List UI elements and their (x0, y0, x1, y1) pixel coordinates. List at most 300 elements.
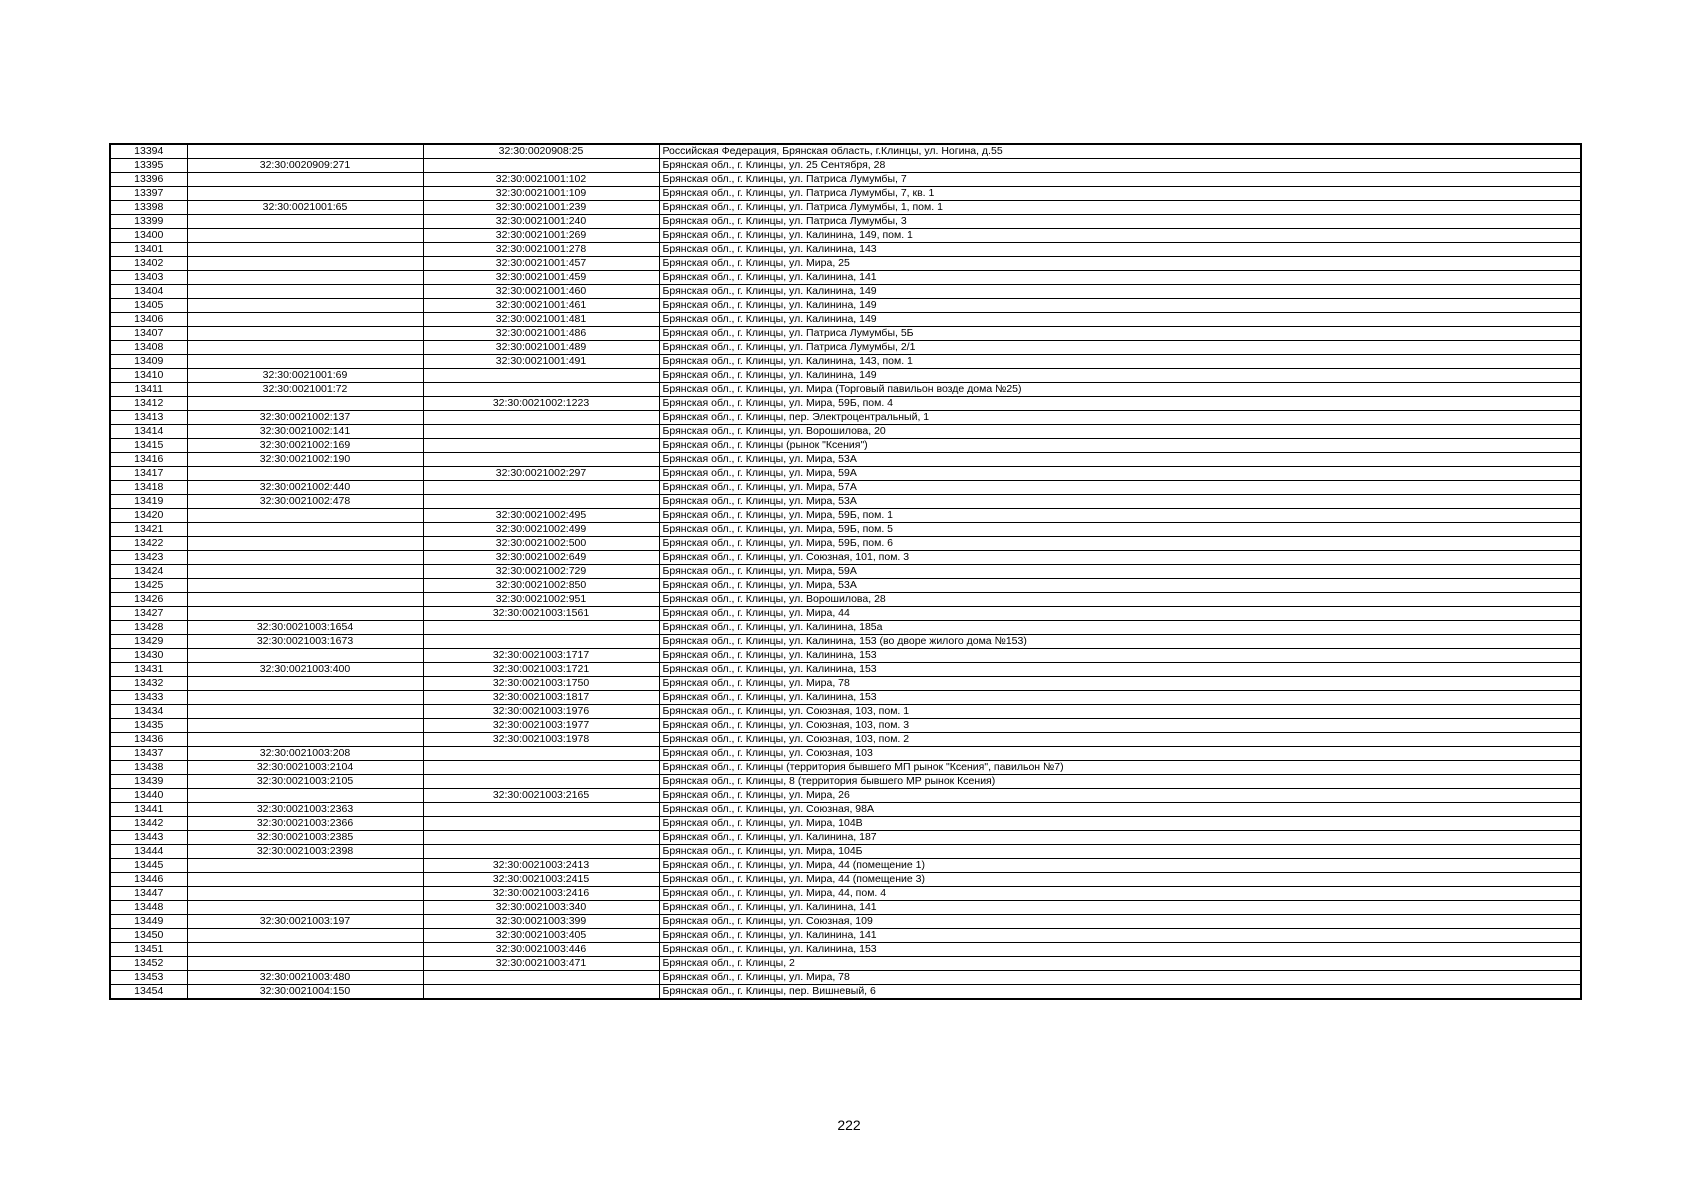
row-number-cell: 13447 (110, 887, 187, 901)
address-cell: Брянская обл., г. Клинцы, 2 (659, 957, 1581, 971)
table-row (110, 453, 1581, 467)
row-number-cell: 13423 (110, 551, 187, 565)
row-number-cell: 13444 (110, 845, 187, 859)
row-number-cell: 13453 (110, 971, 187, 985)
parcel-cadastral-number-cell (187, 397, 423, 411)
address-cell: Брянская обл., г. Клинцы, ул. Мира, 59Б, пом. 4 (659, 397, 1581, 411)
row-number-cell: 13402 (110, 257, 187, 271)
building-cadastral-number-cell: 32:30:0021001:489 (423, 341, 659, 355)
row-number-cell: 13410 (110, 369, 187, 383)
address-cell: Брянская обл., г. Клинцы, ул. Союзная, 103, пом. 2 (659, 733, 1581, 747)
address-cell: Брянская обл., г. Клинцы, ул. Мира, 104Б (659, 845, 1581, 859)
address-cell: Брянская обл., г. Клинцы, ул. Мира, 44, пом. 4 (659, 887, 1581, 901)
address-cell: Брянская обл., г. Клинцы, ул. Союзная, 103 (659, 747, 1581, 761)
row-number-cell: 13411 (110, 383, 187, 397)
parcel-cadastral-number-cell (187, 509, 423, 523)
building-cadastral-number-cell: 32:30:0021002:729 (423, 565, 659, 579)
building-cadastral-number-cell (423, 775, 659, 789)
row-number-cell: 13452 (110, 957, 187, 971)
parcel-cadastral-number-cell: 32:30:0021001:65 (187, 201, 423, 215)
parcel-cadastral-number-cell (187, 677, 423, 691)
row-number-cell: 13394 (110, 144, 187, 159)
row-number-cell: 13441 (110, 803, 187, 817)
address-cell: Брянская обл., г. Клинцы, ул. Патриса Лумумбы, 7 (659, 173, 1581, 187)
table-row (110, 229, 1581, 243)
address-cell: Брянская обл., г. Клинцы, ул. Мира, 25 (659, 257, 1581, 271)
parcel-cadastral-number-cell: 32:30:0021003:1654 (187, 621, 423, 635)
row-number-cell: 13400 (110, 229, 187, 243)
table-row (110, 243, 1581, 257)
row-number-cell: 13431 (110, 663, 187, 677)
address-cell: Брянская обл., г. Клинцы, ул. Мира, 53А (659, 453, 1581, 467)
table-row (110, 775, 1581, 789)
building-cadastral-number-cell: 32:30:0021001:461 (423, 299, 659, 313)
parcel-cadastral-number-cell (187, 537, 423, 551)
row-number-cell: 13435 (110, 719, 187, 733)
building-cadastral-number-cell (423, 817, 659, 831)
building-cadastral-number-cell: 32:30:0021003:1977 (423, 719, 659, 733)
parcel-cadastral-number-cell (187, 299, 423, 313)
row-number-cell: 13430 (110, 649, 187, 663)
row-number-cell: 13454 (110, 985, 187, 1000)
row-number-cell: 13436 (110, 733, 187, 747)
row-number-cell: 13403 (110, 271, 187, 285)
building-cadastral-number-cell (423, 621, 659, 635)
address-cell: Брянская обл., г. Клинцы, ул. Союзная, 103, пом. 1 (659, 705, 1581, 719)
building-cadastral-number-cell: 32:30:0021002:500 (423, 537, 659, 551)
address-cell: Брянская обл., г. Клинцы, ул. Калинина, 153 (659, 691, 1581, 705)
table-row (110, 691, 1581, 705)
row-number-cell: 13448 (110, 901, 187, 915)
row-number-cell: 13432 (110, 677, 187, 691)
address-cell: Брянская обл., г. Клинцы, ул. Союзная, 98А (659, 803, 1581, 817)
row-number-cell: 13414 (110, 425, 187, 439)
building-cadastral-number-cell: 32:30:0021003:405 (423, 929, 659, 943)
address-cell: Брянская обл., г. Клинцы, ул. Ворошилова, 28 (659, 593, 1581, 607)
address-cell: Брянская обл., г. Клинцы, ул. Мира, 44 (659, 607, 1581, 621)
parcel-cadastral-number-cell (187, 691, 423, 705)
row-number-cell: 13406 (110, 313, 187, 327)
building-cadastral-number-cell: 32:30:0021002:1223 (423, 397, 659, 411)
parcel-cadastral-number-cell: 32:30:0021002:141 (187, 425, 423, 439)
row-number-cell: 13439 (110, 775, 187, 789)
table-row (110, 761, 1581, 775)
building-cadastral-number-cell (423, 761, 659, 775)
row-number-cell: 13398 (110, 201, 187, 215)
building-cadastral-number-cell: 32:30:0021003:2413 (423, 859, 659, 873)
parcel-cadastral-number-cell: 32:30:0021002:478 (187, 495, 423, 509)
parcel-cadastral-number-cell (187, 355, 423, 369)
address-cell: Брянская обл., г. Клинцы, ул. Союзная, 101, пом. 3 (659, 551, 1581, 565)
building-cadastral-number-cell: 32:30:0021003:471 (423, 957, 659, 971)
row-number-cell: 13415 (110, 439, 187, 453)
building-cadastral-number-cell: 32:30:0021002:850 (423, 579, 659, 593)
row-number-cell: 13405 (110, 299, 187, 313)
registry-table-body (110, 144, 1581, 999)
row-number-cell: 13429 (110, 635, 187, 649)
table-row (110, 537, 1581, 551)
row-number-cell: 13451 (110, 943, 187, 957)
row-number-cell: 13407 (110, 327, 187, 341)
parcel-cadastral-number-cell (187, 887, 423, 901)
address-cell: Брянская обл., г. Клинцы, ул. Мира (Торговый павильон возде дома №25) (659, 383, 1581, 397)
address-cell: Брянская обл., г. Клинцы (территория бывшего МП рынок "Ксения", павильон №7) (659, 761, 1581, 775)
parcel-cadastral-number-cell: 32:30:0021003:2385 (187, 831, 423, 845)
building-cadastral-number-cell: 32:30:0021001:269 (423, 229, 659, 243)
table-row (110, 887, 1581, 901)
parcel-cadastral-number-cell (187, 649, 423, 663)
building-cadastral-number-cell (423, 845, 659, 859)
building-cadastral-number-cell: 32:30:0021003:2415 (423, 873, 659, 887)
address-cell: Брянская обл., г. Клинцы, ул. Патриса Лумумбы, 5Б (659, 327, 1581, 341)
parcel-cadastral-number-cell (187, 733, 423, 747)
row-number-cell: 13446 (110, 873, 187, 887)
building-cadastral-number-cell: 32:30:0021002:951 (423, 593, 659, 607)
table-row (110, 257, 1581, 271)
table-row (110, 439, 1581, 453)
table-row (110, 425, 1581, 439)
building-cadastral-number-cell (423, 495, 659, 509)
parcel-cadastral-number-cell (187, 957, 423, 971)
table-row (110, 383, 1581, 397)
building-cadastral-number-cell: 32:30:0021001:460 (423, 285, 659, 299)
address-cell: Брянская обл., г. Клинцы, ул. Калинина, 149 (659, 369, 1581, 383)
table-row (110, 144, 1581, 159)
row-number-cell: 13424 (110, 565, 187, 579)
row-number-cell: 13408 (110, 341, 187, 355)
table-row (110, 355, 1581, 369)
parcel-cadastral-number-cell (187, 257, 423, 271)
table-row (110, 845, 1581, 859)
table-row (110, 971, 1581, 985)
parcel-cadastral-number-cell (187, 901, 423, 915)
building-cadastral-number-cell: 32:30:0021003:2416 (423, 887, 659, 901)
table-row (110, 299, 1581, 313)
row-number-cell: 13425 (110, 579, 187, 593)
row-number-cell: 13416 (110, 453, 187, 467)
parcel-cadastral-number-cell (187, 285, 423, 299)
row-number-cell: 13450 (110, 929, 187, 943)
table-row (110, 635, 1581, 649)
building-cadastral-number-cell (423, 985, 659, 1000)
building-cadastral-number-cell: 32:30:0021003:1561 (423, 607, 659, 621)
table-row (110, 677, 1581, 691)
row-number-cell: 13442 (110, 817, 187, 831)
table-row (110, 915, 1581, 929)
row-number-cell: 13396 (110, 173, 187, 187)
address-cell: Брянская обл., г. Клинцы, ул. Союзная, 109 (659, 915, 1581, 929)
parcel-cadastral-number-cell: 32:30:0021003:197 (187, 915, 423, 929)
table-row (110, 663, 1581, 677)
table-row (110, 747, 1581, 761)
table-row (110, 733, 1581, 747)
table-row (110, 523, 1581, 537)
parcel-cadastral-number-cell: 32:30:0021003:2105 (187, 775, 423, 789)
building-cadastral-number-cell: 32:30:0021001:239 (423, 201, 659, 215)
parcel-cadastral-number-cell (187, 327, 423, 341)
building-cadastral-number-cell (423, 159, 659, 173)
table-row (110, 649, 1581, 663)
building-cadastral-number-cell (423, 439, 659, 453)
table-row (110, 481, 1581, 495)
row-number-cell: 13427 (110, 607, 187, 621)
table-row (110, 579, 1581, 593)
row-number-cell: 13449 (110, 915, 187, 929)
row-number-cell: 13417 (110, 467, 187, 481)
address-cell: Брянская обл., г. Клинцы, ул. Мира, 59Б, пом. 1 (659, 509, 1581, 523)
parcel-cadastral-number-cell: 32:30:0021003:480 (187, 971, 423, 985)
address-cell: Брянская обл., г. Клинцы, ул. Ворошилова, 20 (659, 425, 1581, 439)
table-row (110, 901, 1581, 915)
parcel-cadastral-number-cell: 32:30:0021001:69 (187, 369, 423, 383)
row-number-cell: 13413 (110, 411, 187, 425)
parcel-cadastral-number-cell: 32:30:0021003:2398 (187, 845, 423, 859)
address-cell: Брянская обл., г. Клинцы, ул. Патриса Лумумбы, 1, пом. 1 (659, 201, 1581, 215)
table-row (110, 593, 1581, 607)
row-number-cell: 13443 (110, 831, 187, 845)
building-cadastral-number-cell: 32:30:0021003:1978 (423, 733, 659, 747)
row-number-cell: 13422 (110, 537, 187, 551)
row-number-cell: 13418 (110, 481, 187, 495)
address-cell: Брянская обл., г. Клинцы, пер. Электроцентральный, 1 (659, 411, 1581, 425)
table-row (110, 313, 1581, 327)
parcel-cadastral-number-cell (187, 943, 423, 957)
address-cell: Брянская обл., г. Клинцы, ул. Мира, 59А (659, 565, 1581, 579)
table-row (110, 621, 1581, 635)
building-cadastral-number-cell (423, 803, 659, 817)
address-cell: Брянская обл., г. Клинцы, ул. Патриса Лумумбы, 2/1 (659, 341, 1581, 355)
parcel-cadastral-number-cell: 32:30:0021002:440 (187, 481, 423, 495)
table-row (110, 495, 1581, 509)
building-cadastral-number-cell: 32:30:0021002:499 (423, 523, 659, 537)
row-number-cell: 13437 (110, 747, 187, 761)
address-cell: Брянская обл., г. Клинцы, ул. Мира, 53А (659, 495, 1581, 509)
building-cadastral-number-cell (423, 369, 659, 383)
table-row (110, 719, 1581, 733)
address-cell: Брянская обл., г. Клинцы, ул. Мира, 78 (659, 677, 1581, 691)
building-cadastral-number-cell: 32:30:0021003:1976 (423, 705, 659, 719)
building-cadastral-number-cell: 32:30:0021002:649 (423, 551, 659, 565)
parcel-cadastral-number-cell (187, 565, 423, 579)
address-cell: Брянская обл., г. Клинцы, ул. Калинина, 141 (659, 901, 1581, 915)
parcel-cadastral-number-cell (187, 467, 423, 481)
table-row (110, 607, 1581, 621)
parcel-cadastral-number-cell (187, 929, 423, 943)
parcel-cadastral-number-cell (187, 173, 423, 187)
address-cell: Брянская обл., г. Клинцы, ул. Калинина, 149, пом. 1 (659, 229, 1581, 243)
row-number-cell: 13420 (110, 509, 187, 523)
building-cadastral-number-cell: 32:30:0021001:481 (423, 313, 659, 327)
row-number-cell: 13434 (110, 705, 187, 719)
building-cadastral-number-cell (423, 411, 659, 425)
address-cell: Брянская обл., г. Клинцы, ул. Калинина, 185а (659, 621, 1581, 635)
table-row (110, 873, 1581, 887)
row-number-cell: 13399 (110, 215, 187, 229)
address-cell: Брянская обл., г. Клинцы, ул. Союзная, 103, пом. 3 (659, 719, 1581, 733)
building-cadastral-number-cell: 32:30:0021001:102 (423, 173, 659, 187)
building-cadastral-number-cell: 32:30:0021002:297 (423, 467, 659, 481)
parcel-cadastral-number-cell (187, 215, 423, 229)
address-cell: Брянская обл., г. Клинцы, ул. Калинина, 143, пом. 1 (659, 355, 1581, 369)
row-number-cell: 13428 (110, 621, 187, 635)
table-row (110, 985, 1581, 1000)
address-cell: Брянская обл., г. Клинцы, ул. Калинина, 187 (659, 831, 1581, 845)
building-cadastral-number-cell (423, 425, 659, 439)
registry-table (109, 143, 1582, 1000)
table-row (110, 957, 1581, 971)
parcel-cadastral-number-cell (187, 341, 423, 355)
table-row (110, 817, 1581, 831)
table-row (110, 551, 1581, 565)
address-cell: Брянская обл., г. Клинцы, ул. Мира, 26 (659, 789, 1581, 803)
parcel-cadastral-number-cell (187, 607, 423, 621)
row-number-cell: 13421 (110, 523, 187, 537)
row-number-cell: 13419 (110, 495, 187, 509)
table-row (110, 929, 1581, 943)
row-number-cell: 13412 (110, 397, 187, 411)
table-row (110, 411, 1581, 425)
parcel-cadastral-number-cell: 32:30:0020909:271 (187, 159, 423, 173)
building-cadastral-number-cell: 32:30:0021002:495 (423, 509, 659, 523)
parcel-cadastral-number-cell: 32:30:0021003:2363 (187, 803, 423, 817)
building-cadastral-number-cell: 32:30:0021003:1721 (423, 663, 659, 677)
parcel-cadastral-number-cell (187, 229, 423, 243)
table-row (110, 341, 1581, 355)
address-cell: Брянская обл., г. Клинцы, ул. Калинина, 153 (во дворе жилого дома №153) (659, 635, 1581, 649)
parcel-cadastral-number-cell: 32:30:0021003:208 (187, 747, 423, 761)
address-cell: Брянская обл., г. Клинцы, ул. Калинина, 149 (659, 285, 1581, 299)
address-cell: Брянская обл., г. Клинцы, ул. Мира, 78 (659, 971, 1581, 985)
parcel-cadastral-number-cell (187, 579, 423, 593)
address-cell: Брянская обл., г. Клинцы, ул. Мира, 44 (помещение 3) (659, 873, 1581, 887)
table-row (110, 803, 1581, 817)
row-number-cell: 13438 (110, 761, 187, 775)
address-cell: Брянская обл., г. Клинцы, ул. 25 Сентября, 28 (659, 159, 1581, 173)
row-number-cell: 13395 (110, 159, 187, 173)
building-cadastral-number-cell: 32:30:0021001:459 (423, 271, 659, 285)
parcel-cadastral-number-cell (187, 243, 423, 257)
address-cell: Брянская обл., г. Клинцы, ул. Калинина, 153 (659, 943, 1581, 957)
table-row (110, 565, 1581, 579)
parcel-cadastral-number-cell: 32:30:0021003:2104 (187, 761, 423, 775)
table-row (110, 509, 1581, 523)
parcel-cadastral-number-cell (187, 873, 423, 887)
address-cell: Брянская обл., г. Клинцы, ул. Мира, 59Б, пом. 5 (659, 523, 1581, 537)
table-row (110, 327, 1581, 341)
page-number: 222 (837, 1117, 861, 1133)
row-number-cell: 13397 (110, 187, 187, 201)
table-row (110, 789, 1581, 803)
table-row (110, 271, 1581, 285)
table-row (110, 705, 1581, 719)
building-cadastral-number-cell: 32:30:0021001:240 (423, 215, 659, 229)
building-cadastral-number-cell (423, 635, 659, 649)
address-cell: Брянская обл., г. Клинцы, ул. Калинина, 149 (659, 313, 1581, 327)
address-cell: Брянская обл., г. Клинцы, ул. Мира, 53А (659, 579, 1581, 593)
parcel-cadastral-number-cell: 32:30:0021002:169 (187, 439, 423, 453)
building-cadastral-number-cell: 32:30:0021003:399 (423, 915, 659, 929)
row-number-cell: 13404 (110, 285, 187, 299)
address-cell: Брянская обл., г. Клинцы (рынок "Ксения") (659, 439, 1581, 453)
table-row (110, 201, 1581, 215)
row-number-cell: 13409 (110, 355, 187, 369)
address-cell: Брянская обл., г. Клинцы, ул. Калинина, 149 (659, 299, 1581, 313)
table-row (110, 859, 1581, 873)
row-number-cell: 13445 (110, 859, 187, 873)
row-number-cell: 13440 (110, 789, 187, 803)
parcel-cadastral-number-cell (187, 859, 423, 873)
building-cadastral-number-cell: 32:30:0021003:2165 (423, 789, 659, 803)
address-cell: Брянская обл., г. Клинцы, пер. Вишневый, 6 (659, 985, 1581, 1000)
parcel-cadastral-number-cell: 32:30:0021001:72 (187, 383, 423, 397)
address-cell: Брянская обл., г. Клинцы, ул. Патриса Лумумбы, 3 (659, 215, 1581, 229)
table-row (110, 215, 1581, 229)
address-cell: Брянская обл., г. Клинцы, ул. Калинина, 153 (659, 663, 1581, 677)
table-row (110, 173, 1581, 187)
address-cell: Брянская обл., г. Клинцы, ул. Мира, 59А (659, 467, 1581, 481)
building-cadastral-number-cell (423, 383, 659, 397)
address-cell: Брянская обл., г. Клинцы, ул. Мира, 57А (659, 481, 1581, 495)
building-cadastral-number-cell: 32:30:0021003:1817 (423, 691, 659, 705)
parcel-cadastral-number-cell (187, 523, 423, 537)
table-row (110, 187, 1581, 201)
building-cadastral-number-cell: 32:30:0021003:446 (423, 943, 659, 957)
parcel-cadastral-number-cell: 32:30:0021002:137 (187, 411, 423, 425)
parcel-cadastral-number-cell (187, 705, 423, 719)
building-cadastral-number-cell (423, 831, 659, 845)
row-number-cell: 13426 (110, 593, 187, 607)
building-cadastral-number-cell (423, 971, 659, 985)
address-cell: Брянская обл., г. Клинцы, ул. Калинина, 143 (659, 243, 1581, 257)
address-cell: Российская Федерация, Брянская область, г.Клинцы, ул. Ногина, д.55 (659, 144, 1581, 159)
address-cell: Брянская обл., г. Клинцы, ул. Мира, 59Б, пом. 6 (659, 537, 1581, 551)
building-cadastral-number-cell: 32:30:0021001:491 (423, 355, 659, 369)
parcel-cadastral-number-cell (187, 593, 423, 607)
address-cell: Брянская обл., г. Клинцы, ул. Калинина, 141 (659, 929, 1581, 943)
address-cell: Брянская обл., г. Клинцы, ул. Патриса Лумумбы, 7, кв. 1 (659, 187, 1581, 201)
parcel-cadastral-number-cell: 32:30:0021003:2366 (187, 817, 423, 831)
address-cell: Брянская обл., г. Клинцы, ул. Калинина, 141 (659, 271, 1581, 285)
parcel-cadastral-number-cell: 32:30:0021003:400 (187, 663, 423, 677)
building-cadastral-number-cell: 32:30:0020908:25 (423, 144, 659, 159)
table-row (110, 467, 1581, 481)
building-cadastral-number-cell (423, 747, 659, 761)
parcel-cadastral-number-cell (187, 313, 423, 327)
building-cadastral-number-cell: 32:30:0021001:109 (423, 187, 659, 201)
table-row (110, 285, 1581, 299)
address-cell: Брянская обл., г. Клинцы, ул. Мира, 44 (помещение 1) (659, 859, 1581, 873)
building-cadastral-number-cell: 32:30:0021001:457 (423, 257, 659, 271)
building-cadastral-number-cell (423, 453, 659, 467)
table-row (110, 397, 1581, 411)
parcel-cadastral-number-cell: 32:30:0021004:150 (187, 985, 423, 1000)
parcel-cadastral-number-cell (187, 551, 423, 565)
parcel-cadastral-number-cell (187, 271, 423, 285)
building-cadastral-number-cell (423, 481, 659, 495)
address-cell: Брянская обл., г. Клинцы, ул. Калинина, 153 (659, 649, 1581, 663)
parcel-cadastral-number-cell (187, 187, 423, 201)
building-cadastral-number-cell: 32:30:0021003:340 (423, 901, 659, 915)
address-cell: Брянская обл., г. Клинцы, 8 (территория бывшего МР рынок Ксения) (659, 775, 1581, 789)
parcel-cadastral-number-cell: 32:30:0021003:1673 (187, 635, 423, 649)
table-row (110, 369, 1581, 383)
building-cadastral-number-cell: 32:30:0021003:1750 (423, 677, 659, 691)
table-row (110, 943, 1581, 957)
table-row (110, 159, 1581, 173)
parcel-cadastral-number-cell (187, 789, 423, 803)
address-cell: Брянская обл., г. Клинцы, ул. Мира, 104В (659, 817, 1581, 831)
table-row (110, 831, 1581, 845)
